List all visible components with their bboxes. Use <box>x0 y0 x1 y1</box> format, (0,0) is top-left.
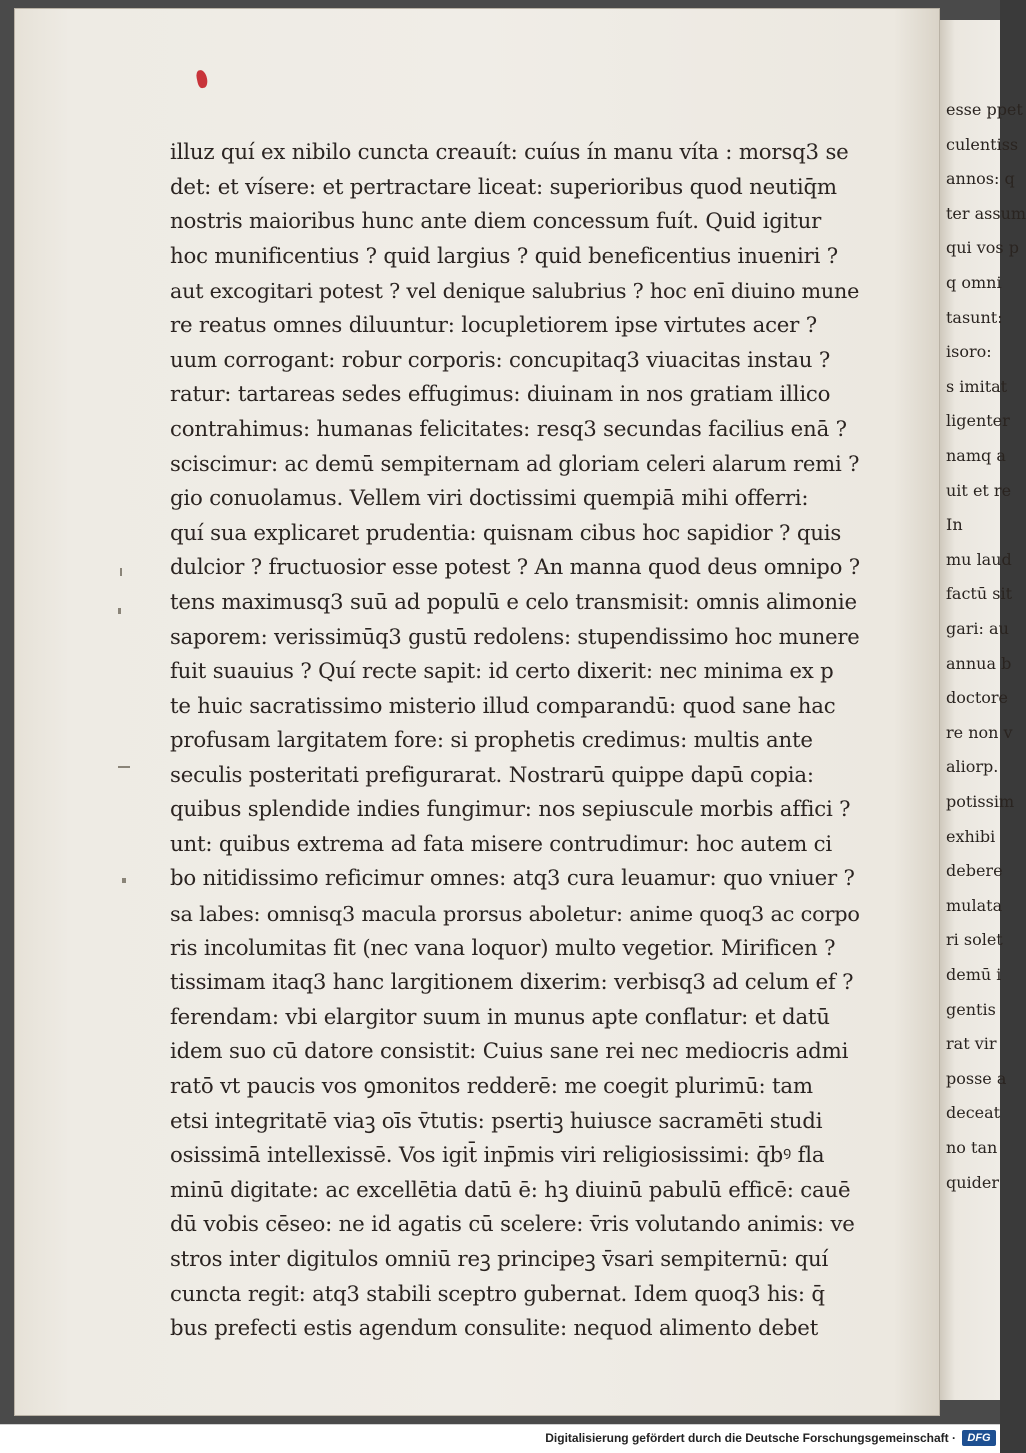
margin-mark <box>118 766 130 768</box>
text-line: ferendam: vbi elargitor suum in munus apte conflatur: et datū <box>170 1004 830 1030</box>
right-page-fragment: doctore <box>946 688 1009 708</box>
text-line: sciscimur: ac demū sempiternam ad gloriam celeri alarum remi ? <box>170 451 860 477</box>
right-page-fragment: factū sit <box>946 584 1012 604</box>
margin-mark <box>120 568 122 576</box>
text-line: uum corrogant: robur corporis: concupitaq3 viuacitas instau ? <box>170 347 831 373</box>
text-line: gio conuolamus. Vellem viri doctissimi quempiā mihi offerri: <box>170 485 809 511</box>
text-line: ratur: tartareas sedes effugimus: diuinam in nos gratiam illico <box>170 382 831 408</box>
right-page-fragment: isoro: <box>946 342 992 362</box>
rubric-mark <box>195 69 209 89</box>
text-line: quí sua explicaret prudentia: quisnam cibus hoc sapidior ? quis <box>170 520 842 546</box>
text-line: saporem: verissimūq3 gustū redolens: stupendissimo hoc munere <box>170 624 860 650</box>
text-line: illuz quí ex nibilo cuncta creauít: cuíus ín manu víta : morsq3 se <box>170 140 849 165</box>
right-page-fragment: mulata <box>946 895 1003 915</box>
text-line: ratō vt paucis vos ꝯmonitos redderē: me coegit plurimū: tam <box>170 1074 813 1100</box>
right-page-fragment: esse ppet <box>946 100 1023 119</box>
right-page-fragment: ter assum <box>946 203 1026 223</box>
footer-bar <box>0 1424 1000 1453</box>
text-line: dū vobis cēseo: ne id agatis cū scelere: v̄ris volutando animis: ve <box>170 1212 855 1238</box>
printed-text-block <box>170 136 870 1347</box>
text-line: hoc munificentius ? quid largius ? quid beneficentius inueniri ? <box>170 243 838 269</box>
right-page-fragment: s imitat <box>946 376 1008 396</box>
right-page-fragment: exhibi <box>946 826 996 846</box>
text-line: sa labes: omnisq3 macula prorsus aboletur: anime quoq3 ac corpo <box>170 902 860 927</box>
right-page-fragment: rat vir <box>946 1034 997 1054</box>
text-line: stros inter digitulos omniū reꝫ principeꝫ v̄sari sempiternū: quí <box>170 1247 829 1272</box>
text-line: osissimā intellexissē. Vos igit̄ inp̄mis viri religiosissimi: q̄bꝰ fla <box>170 1143 825 1169</box>
text-line: bo nitidissimo reficimur omnes: atq3 cura leuamur: quo vniuer ? <box>170 866 855 892</box>
text-line: bus prefecti estis agendum consulite: nequod alimento debet <box>170 1316 819 1342</box>
text-line: dulcior ? fructuosior esse potest ? An manna quod deus omnipo ? <box>170 555 860 581</box>
right-page-fragment: culentiss <box>946 134 1019 154</box>
text-line: minū digitate: ac excellētia datū ē: hꝫ diuinū pabulū efficē: cauē <box>170 1177 851 1203</box>
text-line: re reatus omnes diluuntur: locupletiorem ipse virtutes acer ? <box>170 312 817 338</box>
right-page-fragment: potissim <box>946 792 1015 811</box>
text-line: unt: quibus extrema ad fata misere contrudimur: hoc autem ci <box>170 831 832 857</box>
right-page-fragment: re non v <box>946 722 1013 742</box>
right-page-fragment: annua b <box>946 653 1012 673</box>
footer-credit: Digitalisierung gefördert durch die Deutsche Forschungsgemeinschaft · <box>545 1431 956 1445</box>
right-page-fragment: annos: q <box>946 169 1015 189</box>
right-page-fragment: no tan <box>946 1138 998 1157</box>
right-page-fragment: In <box>946 515 963 535</box>
right-page-fragment: uit et re <box>946 480 1012 500</box>
right-page-fragment: q omni <box>946 273 1002 292</box>
dfg-logo: DFG <box>962 1430 996 1446</box>
text-line: te huic sacratissimo misterio illud comparandū: quod sane hac <box>170 693 836 719</box>
right-page-fragment: qui vos p <box>946 238 1019 258</box>
right-page-fragment: demū i <box>946 965 1002 984</box>
right-page-fragment: aliorp. <box>946 757 999 777</box>
text-line: tens maximusq3 suū ad populū e celo transmisit: omnis alimonie <box>170 589 857 615</box>
text-line: det: et vísere: et pertractare liceat: superioribus quod neutiq̄m <box>170 174 837 200</box>
margin-mark <box>118 608 121 614</box>
right-page-fragment: quider <box>946 1172 1000 1192</box>
text-line: cuncta regit: atq3 stabili sceptro gubernat. Idem quoq3 his: q̄ <box>170 1281 825 1307</box>
text-line: seculis posteritati prefigurarat. Nostrarū quippe dapū copia: <box>170 762 814 788</box>
text-line: tissimam itaq3 hanc largitionem dixerim: verbisq3 ad celum ef ? <box>170 970 854 996</box>
right-page-fragment: mu laud <box>946 549 1012 569</box>
right-page-fragment: deceat <box>946 1103 1001 1123</box>
right-page-fragment: ligenter <box>946 411 1010 431</box>
right-page-fragment: gari: au <box>946 619 1009 638</box>
text-line: nostris maioribus hunc ante diem concessum fuít. Quid igitur <box>170 209 822 235</box>
text-line: ris incolumitas fit (nec vana loquor) multo vegetior. Mirificen ? <box>170 935 836 961</box>
right-page-fragment: namq a <box>946 446 1006 465</box>
book-page-right <box>940 20 1026 1400</box>
right-page-fragment: ri solet <box>946 930 1003 950</box>
text-line: profusam largitatem fore: si prophetis credimus: multis ante <box>170 728 813 754</box>
text-line: etsi integritatē viaꝫ oīs v̄tutis: psertiꝫ huiusce sacramēti studi <box>170 1108 823 1134</box>
text-line: fuit suauius ? Quí recte sapit: id certo dixerit: nec minima ex p <box>170 658 834 684</box>
text-line: idem suo cū datore consistit: Cuius sane rei nec mediocris admi <box>170 1039 849 1065</box>
text-line: aut excogitari potest ? vel denique salubrius ? hoc enī diuino mune <box>170 279 860 304</box>
right-page-fragment: gentis <box>946 999 996 1019</box>
right-page-fragment: tasunt: <box>946 307 1003 327</box>
right-page-fragment: posse a <box>946 1068 1007 1088</box>
text-line: quibus splendide indies fungimur: nos sepiuscule morbis affici ? <box>170 797 851 823</box>
text-line: contrahimus: humanas felicitates: resq3 secundas facilius enā ? <box>170 416 847 442</box>
margin-mark <box>122 878 126 883</box>
right-page-fragment: debere <box>946 861 1003 881</box>
